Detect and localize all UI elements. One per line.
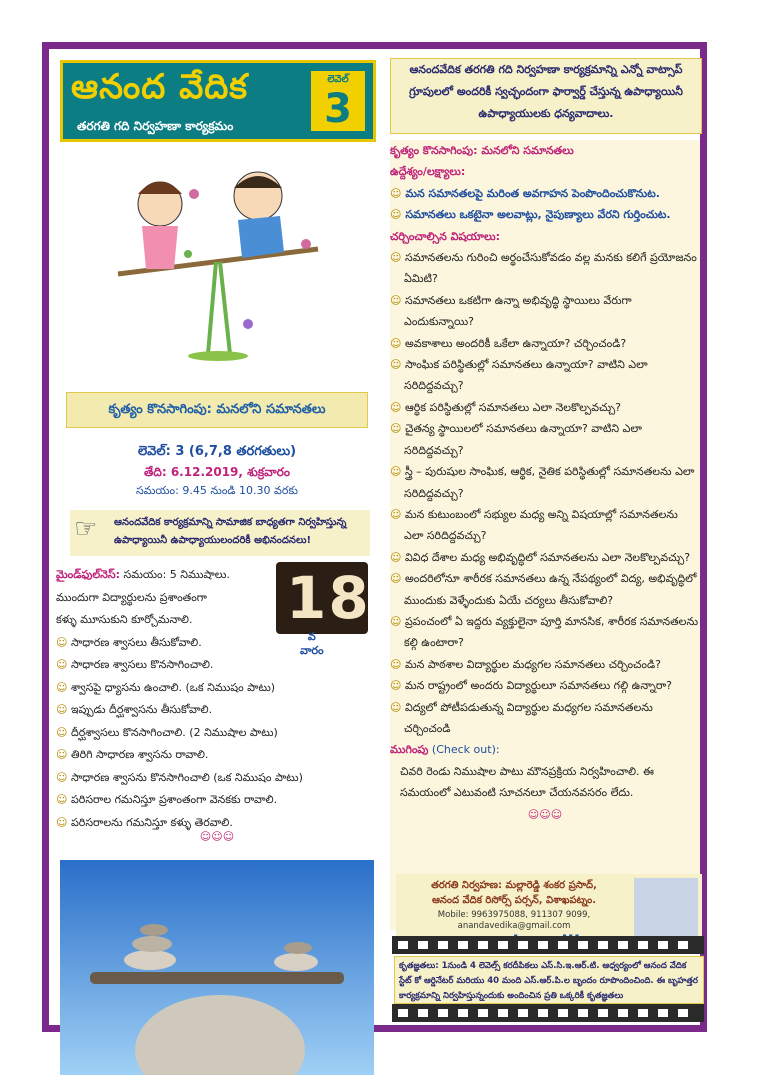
smiley-icon: ☺: [390, 550, 402, 564]
smiley-icon: ☺: [390, 336, 402, 350]
logo-subtitle: తరగతి గది నిర్వహణా కార్యక్రమం: [77, 119, 234, 133]
level-info: [52, 444, 382, 500]
mindfulness-step: ☺ దీర్ఘశ్వాసలు కొనసాగించాలి. (2 నిముషాల పాటు): [56, 725, 278, 739]
objective-item: ☺ మన సమానతలపై మరింత అవగాహన పెంపొందించుకొనుట.: [390, 186, 660, 200]
mindfulness-intro: [56, 564, 376, 587]
smiley-icon: ☺: [56, 748, 68, 761]
mindfulness-step: ☺ శ్వాసపై ధ్యాసను ఉంచాలి. (ఒక నిముషం పాటు): [56, 680, 276, 694]
left-column: [52, 52, 382, 1027]
discussion-question: ☺ సమానతలను గురించి అర్థంచేసుకోవడం వల్ల మనకు కలిగే ప్రయోజనం ఏమిటి?: [390, 251, 697, 286]
closing-heading-paren: (Check out):: [431, 743, 500, 757]
discussion-question: ☺ అవకాశాలు అందరికీ ఒకేలా ఉన్నాయా? చర్చించండి?: [390, 336, 627, 350]
discussion-heading: చర్చించాల్సిన విషయాలు:: [390, 229, 500, 243]
closing-text: చివరి రెండు నిముషాల పాటు మౌనప్రక్రియ నిర్వహించాలి. ఈ సమయంలో ఎటువంటి సూచనలూ చేయనవసరం లేదు.: [400, 764, 654, 800]
closing-heading-line: [390, 743, 500, 756]
smiley-icon: ☺: [390, 657, 402, 671]
seesaw-kids-illustration: [98, 154, 338, 364]
mindfulness-section: [56, 564, 376, 834]
smiley-icon: ☺: [390, 679, 402, 693]
closing-heading: ముగింపు: [390, 743, 429, 757]
mindfulness-intro-1: సమయం: 5 నిముషాలు.: [123, 568, 230, 581]
smiley-icon: ☺: [56, 815, 68, 829]
discussion-question: ☺ మన రాష్ట్రంలో అందరు విద్యార్థులూ సమానతలు గల్గి ఉన్నారా?: [390, 679, 673, 693]
film-strip-decoration: [392, 936, 704, 954]
smiley-icon: ☺: [390, 614, 402, 628]
discussion-question: ☺ ప్రపంచంలో ఏ ఇద్దరు వ్యక్తులైనా పూర్తి మానసిక, శారీరక సమానతలను కల్గి ఉంటారా?: [390, 614, 699, 650]
week-word: వారం: [300, 644, 324, 657]
smiley-icon: ☺: [56, 793, 68, 806]
logo-title: ఆనంద వేదిక: [71, 67, 249, 107]
level-badge-word: లెవెల్: [327, 74, 349, 85]
discussion-question: ☺ వివిధ దేశాల మధ్య అభివృద్ధిలో సమానతలను ఎలా నెలకొల్పవచ్చు?: [390, 550, 691, 564]
pointing-hand-icon: ☞: [74, 514, 98, 544]
mindfulness-step: ☺ పరిసరాల గమనిస్తూ ప్రశాంతంగా వెనకకు రావాలి.: [56, 793, 278, 806]
credit-line-2: ఆనంద వేదిక రిసోర్స్ పర్సన్, విశాఖపట్నం.: [431, 895, 597, 906]
credit-mobile: Mobile: 9963975088, 911307 9099,: [437, 910, 591, 920]
mindfulness-step: ☺ తిరిగి సాధారణ శ్వాసను రావాలి.: [56, 748, 209, 761]
level-badge: [309, 69, 367, 133]
closing-end-mark: ☺☺☺: [527, 807, 563, 821]
mindfulness-step: ☺ సాధారణ శ్వాసలు కొనసాగించాలి.: [56, 658, 214, 671]
mindfulness-intro-3: కళ్ళు మూసుకుని కూర్చోమనాలి.: [56, 613, 193, 626]
mindfulness-step: ☺ పరిసరాలను గమనిస్తూ కళ్ళు తెరవాలి.: [56, 815, 233, 829]
smiley-icon: ☺: [56, 680, 68, 694]
discussion-question: ☺ సాంఘిక పరిస్థితుల్లో సమానతలు ఉన్నాయా? వాటిని ఎలా సరిదిద్దవచ్చు?: [390, 358, 648, 393]
level-badge-number: 3: [324, 86, 352, 132]
activity-banner: కృత్యం కొనసాగింపు: మనలోని సమానతలు: [66, 392, 368, 428]
smiley-icon: ☺: [56, 635, 68, 649]
discussion-question: ☺ చైతన్య స్థాయిలలో సమానతలు ఉన్నాయా? వాటిని ఎలా సరిదిద్దవచ్చు?: [390, 422, 642, 457]
film-strip-decoration: [392, 1004, 704, 1022]
discussion-question: ☺ మన పాఠశాల విద్యార్థుల మధ్యగల సమానతలు చర్చించండి?: [390, 657, 661, 671]
objective-item: ☺ సమానతలు ఒకటైనా అలవాట్లు, నైపుణ్యాలు వేరని గుర్తించుట.: [390, 208, 671, 222]
smiley-icon: ☺: [390, 422, 402, 436]
mindfulness-step: ☺ సాధారణ శ్వాసను కొనసాగించాలి (ఒక నిముషం పాటు): [56, 770, 303, 784]
smiley-icon: ☺: [390, 465, 402, 479]
discussion-question: ☺ స్త్రీ – పురుషుల సాంఘిక, ఆర్థిక, నైతిక పరిస్థితుల్లో సమానతలను ఎలా సరిదిద్దవచ్చు?: [390, 465, 695, 500]
smiley-icon: ☺: [56, 770, 68, 784]
smiley-icon: ☺: [390, 358, 402, 372]
balanced-stones-photo: [60, 860, 374, 1075]
smiley-icon: ☺: [56, 703, 68, 716]
acknowledgement-box: కృతజ్ఞతలు: 1నుండి 4 లెవెల్స్ కరదీపికలు ఎస్.సి.ఇ.ఆర్.టి. ఆధ్వర్యంలో ఆనంద వేదిక స్టేట్ కో ఆర్డినేటర్ మరియు 40 మంది ఎస్.ఆర్.పి.ల బృందం రూపొందించింది. ఈ బృహత్తర కార్యక్రమాన్ని నిర్వహిస్తున్నందుకు అందించిన ప్రతి ఒక్కరికీ కృతజ్ఞతలు: [394, 956, 704, 1004]
mindfulness-step: ☺ ఇప్పుడు దీర్ఘశ్వాసను తీసుకోవాలి.: [56, 703, 213, 716]
activity-heading: కృత్యం కొనసాగింపు: మనలోని సమానతలు: [390, 144, 574, 157]
week-number: 18: [286, 564, 371, 632]
thanks-box: ఆనందవేదిక తరగతి గది నిర్వహణా కార్యక్రమాన్ని ఎన్నో వాట్సాప్ గ్రూపులలో అందరికీ స్వచ్ఛందంగా ఫార్వార్డ్ చేస్తున్న ఉపాధ్యాయినీ ఉపాధ్యాయులకు ధన్యవాదాలు.: [390, 58, 702, 134]
mindfulness-end-mark: ☺☺☺: [199, 830, 235, 843]
level-line: లెవెల్: 3 (6,7,8 తరగతులు): [137, 444, 297, 459]
discussion-question: ☺ సమానతలు ఒకటిగా ఉన్నా అభివృద్ధి స్థాయిలు వేరుగా ఎందుకున్నాయి?: [390, 293, 632, 329]
objectives-heading: ఉద్దేశ్యం/లక్ష్యాలు:: [390, 165, 466, 179]
discussion-question: ☺ అందరిలోనూ శారీరక సమానతలు ఉన్న నేపథ్యంలో విద్య, అభివృద్ధిలో ముందుకు వెళ్ళేందుకు ఏయే చర్యలు తీసుకోవాలి?: [390, 572, 697, 607]
smiley-icon: ☺: [390, 700, 402, 714]
mindfulness-heading: మైండ్‌ఫుల్‌నెస్:: [56, 568, 120, 581]
credit-email: anandavedika@gmail.com: [457, 921, 571, 931]
anandavedika-logo: [60, 60, 376, 142]
smiley-icon: ☺: [56, 725, 68, 739]
mindfulness-intro-2: ముందుగా విద్యార్థులను ప్రశాంతంగా: [56, 590, 207, 604]
smiley-icon: ☺: [390, 208, 402, 222]
date-line: తేది: 6.12.2019, శుక్రవారం: [144, 465, 290, 479]
greeting-box: [70, 510, 370, 556]
discussion-question: ☺ మన కుటుంబంలో సభ్యుల మధ్య అన్ని విషయాల్లో సమానతలను ఎలా సరిదిద్దవచ్చు?: [390, 507, 678, 543]
smiley-icon: ☺: [390, 186, 402, 200]
smiley-icon: ☺: [390, 251, 402, 265]
week-suffix: వ: [307, 630, 316, 643]
mindfulness-step: ☺ సాధారణ శ్వాసలు తీసుకోవాలి.: [56, 635, 202, 649]
smiley-icon: ☺: [56, 658, 68, 671]
credit-line-1: తరగతి నిర్వహణ: మల్లారెడ్డి శంకర ప్రసాద్,: [431, 880, 597, 891]
smiley-icon: ☺: [390, 293, 402, 307]
time-line: సమయం: 9.45 నుండి 10.30 వరకు: [136, 484, 298, 497]
credit-contact: [404, 910, 624, 932]
discussion-question: ☺ ఆర్థిక పరిస్థితుల్లో సమానతలు ఎలా నెలకొల్పవచ్చు?: [390, 400, 621, 414]
discussion-question: ☺ విద్యలో పోటీపడుతున్న విద్యార్థుల మధ్యగల సమానతలను చర్చించండి: [390, 700, 653, 735]
credit-names: [404, 878, 624, 908]
smiley-icon: ☺: [390, 507, 402, 521]
smiley-icon: ☺: [390, 400, 402, 414]
activity-details: [390, 140, 700, 930]
smiley-icon: ☺: [390, 572, 402, 586]
greeting-text: ఆనందవేదిక కార్యక్రమాన్ని సామాజిక బాధ్యతగా నిర్వహిస్తున్న ఉపాధ్యాయినీ ఉపాధ్యాయులందరికీ అభినందనలు!: [114, 517, 347, 546]
right-column: [386, 52, 704, 1027]
